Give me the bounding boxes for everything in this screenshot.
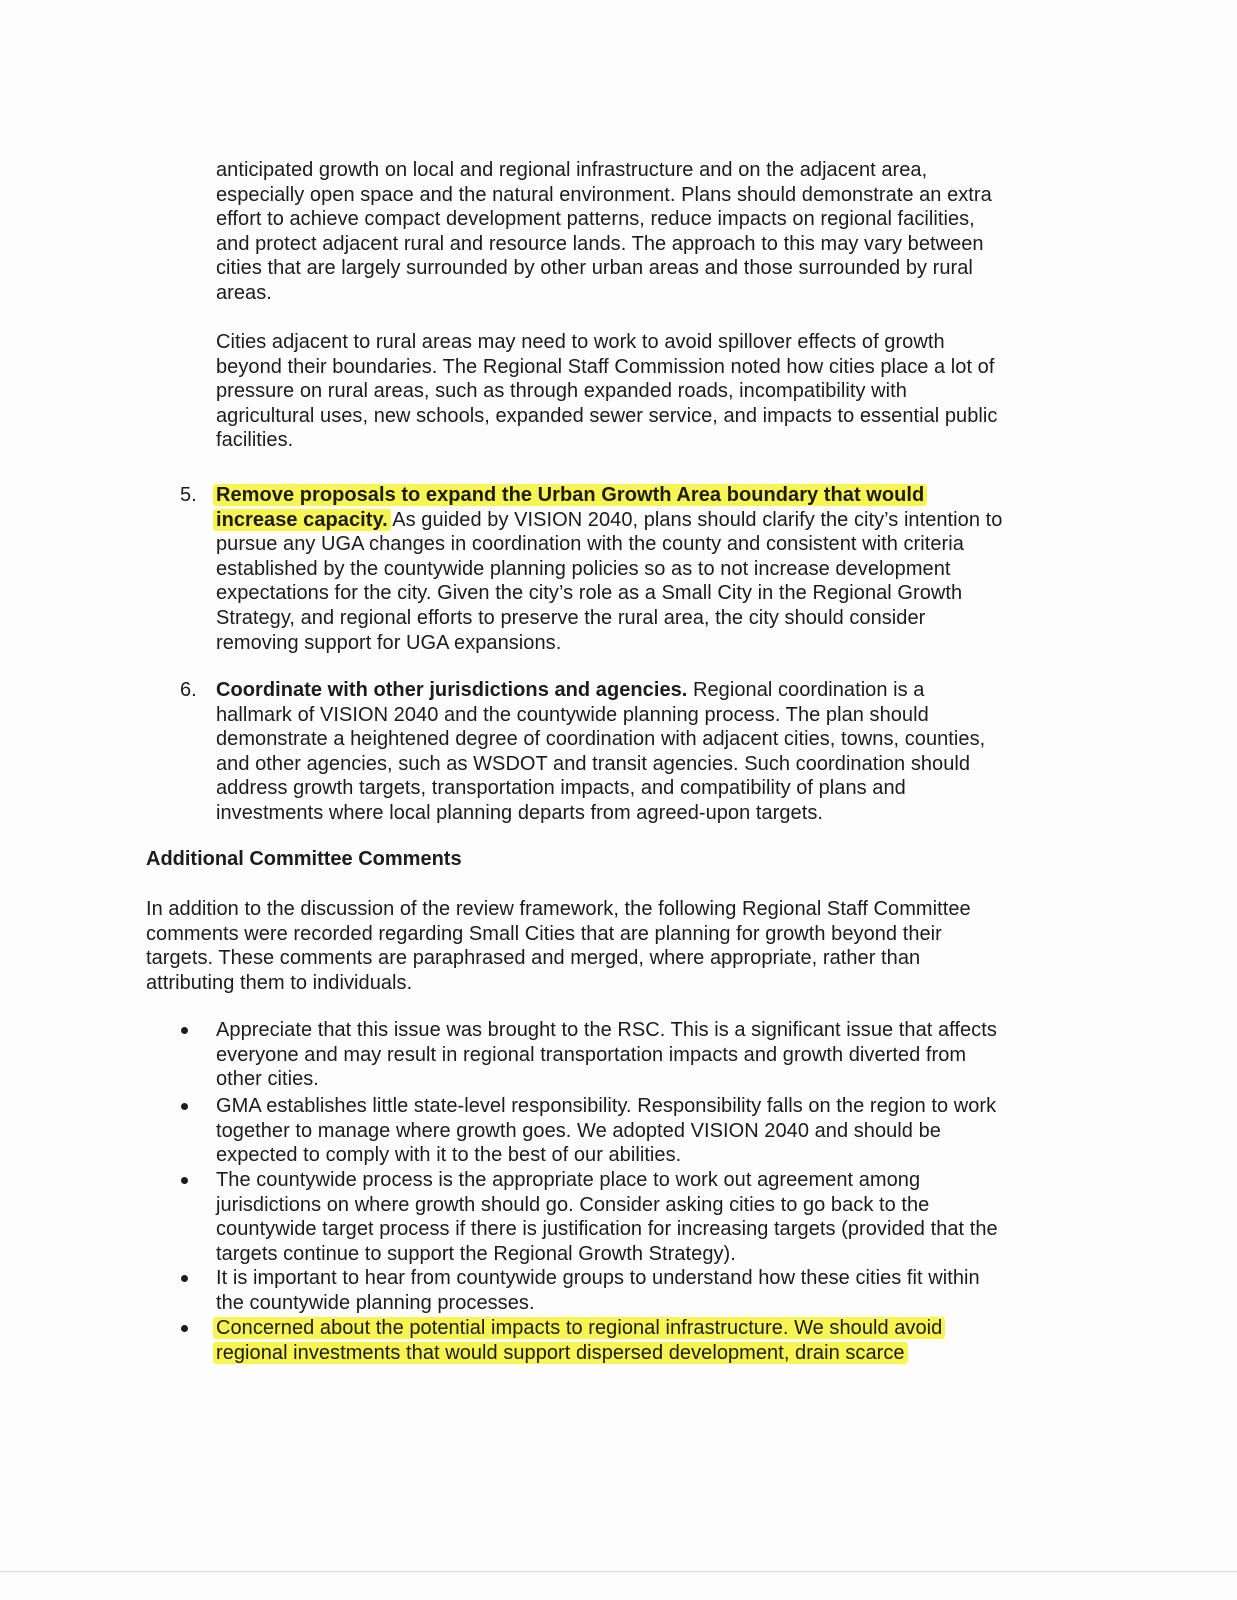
bullet-item: [216, 1168, 998, 1266]
text-line: jurisdictions on where growth should go. Consider asking cities to go back to the: [216, 1193, 930, 1216]
text-line: facilities.: [216, 429, 294, 452]
text-line: countywide target process if there is justification for increasing targets (provided that the: [216, 1218, 998, 1241]
page-edge-divider: [0, 1571, 1237, 1572]
text-line: comments were recorded regarding Small Cities that are planning for growth beyond their: [146, 922, 942, 945]
text-line: Strategy, and regional efforts to preserve the rural area, the city should consider: [216, 606, 926, 629]
text-line: attributing them to individuals.: [146, 971, 413, 994]
text-line: The countywide process is the appropriate place to work out agreement among: [216, 1169, 921, 1191]
item-heading: Coordinate with other jurisdictions and agencies.: [216, 679, 688, 701]
text-line: established by the countywide planning policies so as to not increase development: [216, 557, 951, 580]
text-line: agricultural uses, new schools, expanded sewer service, and impacts to essential public: [216, 404, 998, 427]
text-line: effort to achieve compact development patterns, reduce impacts on regional facilities,: [216, 208, 975, 231]
text-span: Regional coordination is a: [687, 679, 925, 701]
text-span: As guided by VISION 2040, plans should clarify the city’s intention to: [387, 508, 1003, 531]
text-line: other cities.: [216, 1068, 319, 1091]
text-line: pressure on rural areas, such as through expanded roads, incompatibility with: [216, 380, 907, 403]
text-line: beyond their boundaries. The Regional Staff Commission noted how cities place a lot of: [216, 355, 995, 378]
list-number-6: 6.: [180, 679, 197, 701]
text-line: It is important to hear from countywide groups to understand how these cities fit within: [216, 1267, 980, 1289]
text-line: hallmark of VISION 2040 and the countywide planning process. The plan should: [216, 703, 929, 726]
paragraph-growth-impacts: [216, 158, 992, 306]
text-line: demonstrate a heightened degree of coordination with adjacent cities, towns, counties,: [216, 728, 986, 751]
text-line: everyone and may result in regional transportation impacts and growth diverted from: [216, 1043, 967, 1066]
paragraph-rural-spillover: [216, 330, 997, 453]
highlighted-heading: increase capacity.: [213, 509, 391, 531]
bullet-icon: [181, 1275, 188, 1282]
list-number-5: 5.: [180, 484, 197, 506]
text-line: address growth targets, transportation impacts, and compatibility of plans and: [216, 777, 906, 800]
text-line: Cities adjacent to rural areas may need to work to avoid spillover effects of growth: [216, 331, 945, 353]
highlighted-text: Concerned about the potential impacts to regional infrastructure. We should avoid: [213, 1317, 945, 1339]
text-line: targets. These comments are paraphrased and merged, where appropriate, rather than: [146, 947, 921, 970]
paragraph-intro: [146, 897, 971, 995]
bullet-icon: [181, 1027, 188, 1034]
text-line: the countywide planning processes.: [216, 1291, 535, 1314]
bullet-icon: [181, 1177, 188, 1184]
text-line: In addition to the discussion of the review framework, the following Regional Staff Committee: [146, 898, 971, 920]
text-line: removing support for UGA expansions.: [216, 631, 562, 654]
text-line: GMA establishes little state-level responsibility. Responsibility falls on the region to work: [216, 1095, 997, 1117]
bullet-item-highlighted: [216, 1316, 942, 1365]
text-line: areas.: [216, 281, 272, 304]
bullet-icon: [181, 1325, 188, 1332]
text-line: investments where local planning departs from agreed-upon targets.: [216, 801, 823, 824]
text-line: anticipated growth on local and regional infrastructure and on the adjacent area,: [216, 159, 928, 181]
text-line: and other agencies, such as WSDOT and transit agencies. Such coordination should: [216, 752, 971, 775]
text-line: cities that are largely surrounded by other urban areas and those surrounded by rural: [216, 257, 973, 280]
text-line: pursue any UGA changes in coordination with the county and consistent with criteria: [216, 533, 964, 556]
text-line: expected to comply with it to the best of our abilities.: [216, 1144, 682, 1167]
text-line: and protect adjacent rural and resource lands. The approach to this may vary between: [216, 232, 984, 255]
highlighted-heading: Remove proposals to expand the Urban Growth Area boundary that would: [213, 484, 927, 506]
text-line: Appreciate that this issue was brought to the RSC. This is a significant issue that affects: [216, 1019, 997, 1041]
list-item-uga-boundary: [216, 483, 1002, 655]
bullet-icon: [181, 1103, 188, 1110]
section-heading: Additional Committee Comments: [146, 848, 462, 870]
text-line: targets continue to support the Regional Growth Strategy).: [216, 1242, 736, 1265]
list-item-coordinate: [216, 678, 985, 826]
bullet-item: [216, 1094, 996, 1168]
text-line: expectations for the city. Given the city’s role as a Small City in the Regional Growth: [216, 582, 963, 605]
bullet-item: [216, 1266, 980, 1315]
bullet-item: [216, 1018, 997, 1092]
text-line: especially open space and the natural environment. Plans should demonstrate an extra: [216, 183, 992, 206]
highlighted-text: regional investments that would support dispersed development, drain scarce: [213, 1342, 908, 1364]
text-line: together to manage where growth goes. We adopted VISION 2040 and should be: [216, 1119, 941, 1142]
